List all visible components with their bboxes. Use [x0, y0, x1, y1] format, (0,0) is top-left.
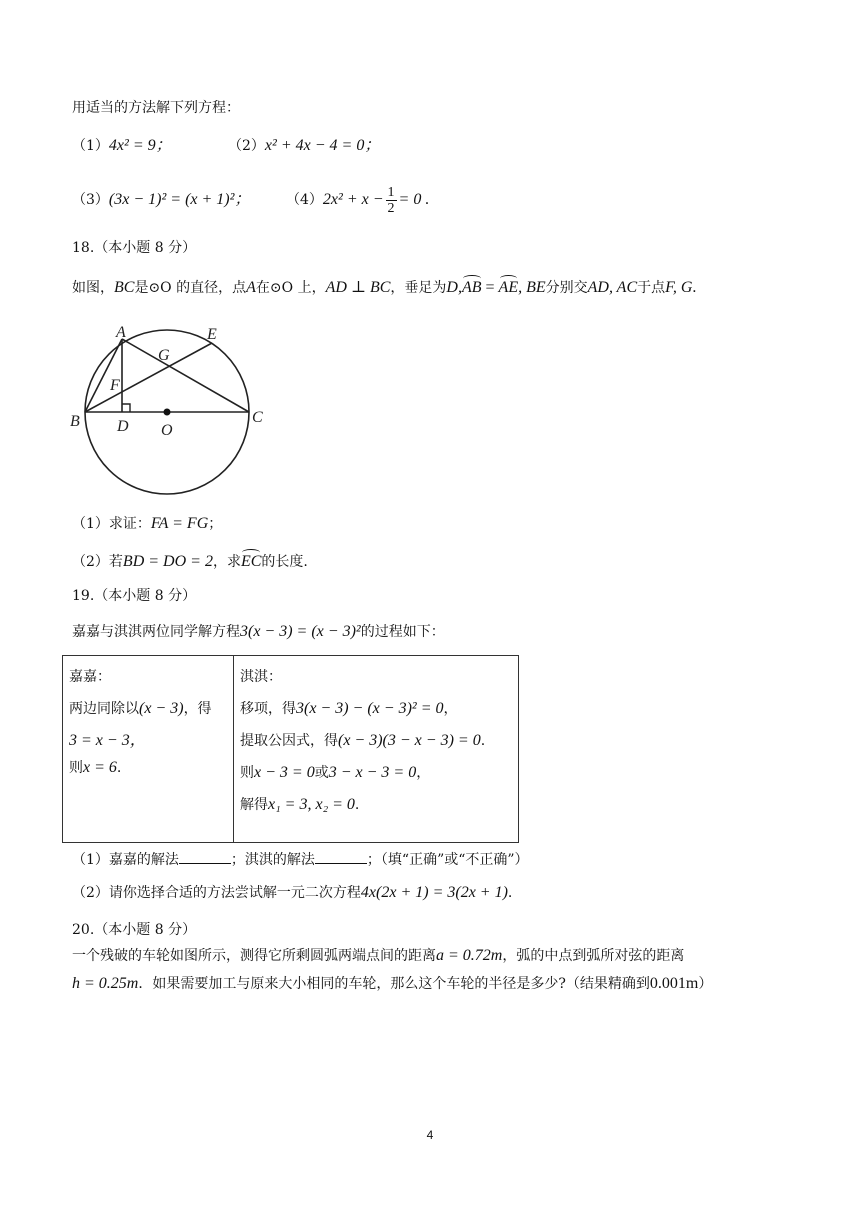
q18-stem-fg: F, G — [665, 279, 693, 296]
q18-p1-expr: FA = FG — [150, 515, 209, 532]
label-d: D — [117, 418, 129, 435]
jiajia-text: . — [116, 760, 122, 776]
q19-p2-expr: 4x(2x + 1) = 3(2x + 1) — [360, 884, 508, 901]
q18-stem-eq: = — [481, 279, 499, 296]
label-f: F — [110, 377, 120, 394]
jiajia-text: 则 — [69, 760, 83, 776]
q20-text: 一个残破的车轮如图所示，测得它所剩圆弧两端点间的距离 — [72, 948, 436, 964]
qiqi-cell — [234, 656, 519, 843]
q18-stem — [72, 278, 696, 298]
qiqi-text: ， — [416, 765, 431, 781]
q19-p1-text: ；（填“正确”或“不正确”） — [366, 852, 529, 868]
label-g: G — [158, 347, 170, 364]
q17-4-expr-b: = 0 . — [398, 191, 430, 208]
jiajia-line-2 — [69, 726, 227, 758]
q18-stem-perp: AD ⊥ BC — [325, 279, 391, 296]
q18-stem-period: . — [692, 279, 697, 296]
q18-p2-label: （2）若 — [72, 554, 123, 570]
q18-p2-mid: ，求 — [212, 554, 241, 570]
q17-intro: 用适当的方法解下列方程： — [72, 100, 240, 116]
jiajia-expr: x = 6 — [83, 759, 117, 776]
jiajia-text: ，得 — [183, 701, 212, 717]
qiqi-expr: x₁ = 3, x₂ = 0 — [268, 796, 355, 813]
arc-ab: AB — [461, 279, 482, 296]
q19-header: 19.（本小题 8 分） — [72, 588, 197, 604]
qiqi-expr: x − 3 = 0 — [254, 764, 315, 781]
q18-stem-text: ，垂足为 — [390, 280, 447, 296]
jiajia-line-1 — [69, 694, 227, 726]
q19-part-1 — [72, 849, 529, 870]
answer-blank-jiajia[interactable] — [179, 849, 231, 864]
label-b: B — [70, 413, 80, 430]
qiqi-line-3 — [240, 758, 512, 790]
q17-row-2 — [228, 136, 380, 156]
jiajia-text: 两边同除以 — [69, 701, 139, 717]
q18-stem-be: , BE — [518, 279, 546, 296]
qiqi-expr: 3(x − 3) − (x − 3)² = 0 — [296, 700, 444, 717]
q17-row-4 — [286, 181, 429, 219]
q18-stem-adac: AD, AC — [587, 279, 638, 296]
q19-stem-text: 的过程如下： — [360, 624, 445, 640]
q20-precision: 0.001m — [649, 975, 699, 992]
q18-stem-text: 分别交 — [545, 280, 588, 296]
q20-expr-h: h = 0.25m — [72, 975, 139, 992]
q18-p1-end: ； — [208, 516, 223, 532]
q20-header: 20.（本小题 8 分） — [72, 922, 197, 938]
fraction-denominator: 2 — [387, 200, 395, 216]
q18-stem-a: A — [246, 279, 256, 296]
q17-3-expr: (3x − 1)² = (x + 1)²； — [108, 191, 251, 208]
q17-2-expr: x² + 4x − 4 = 0； — [264, 137, 381, 154]
qiqi-text: 解得 — [240, 797, 268, 813]
q20-text: ．如果需要加工与原来大小相同的车轮，那么这个车轮的半径是多少?（结果精确到 — [138, 976, 650, 992]
qiqi-text: 或 — [314, 765, 329, 781]
qiqi-expr: 3 − x − 3 = 0 — [328, 764, 417, 781]
q17-4-fraction — [386, 185, 397, 216]
solution-table — [62, 655, 519, 843]
jiajia-line-3 — [69, 758, 227, 782]
label-c: C — [252, 409, 263, 426]
q18-stem-bc: BC — [114, 279, 135, 296]
center-point — [164, 409, 171, 416]
right-angle-mark — [122, 404, 130, 412]
q20-text: ，弧的中点到弧所对弦的距离 — [502, 948, 685, 964]
q18-stem-text: 是⊙O 的直径，点 — [134, 280, 247, 296]
circle-figure — [66, 322, 276, 507]
q19-stem-text: 嘉嘉与淇淇两位同学解方程 — [72, 624, 240, 640]
q18-part-2 — [72, 552, 308, 572]
q19-p2-text: （2）请你选择合适的方法尝试解一元二次方程 — [72, 885, 361, 901]
q19-part-2 — [72, 883, 512, 903]
qiqi-line-1 — [240, 694, 512, 726]
label-e: E — [207, 326, 217, 343]
q17-4-label: （4） — [286, 192, 323, 208]
qiqi-text: . — [354, 797, 360, 813]
q18-stem-text: 如图， — [72, 280, 114, 296]
arc-ae: AE — [498, 279, 519, 296]
q17-1-label: （1） — [72, 138, 109, 154]
page-number: 4 — [426, 1128, 434, 1142]
qiqi-title: 淇淇： — [240, 669, 282, 685]
arc-ec: EC — [240, 553, 262, 570]
jiajia-cell — [63, 656, 234, 843]
qiqi-text: 则 — [240, 765, 254, 781]
q20-line-1 — [72, 946, 684, 966]
qiqi-expr: (x − 3)(3 − x − 3) = 0 — [338, 732, 481, 749]
jiajia-expr: 3 = x − 3， — [69, 732, 146, 749]
q20-expr-a: a = 0.72m — [436, 947, 503, 964]
q19-p2-end: . — [507, 885, 513, 901]
qiqi-text: ， — [443, 701, 458, 717]
label-a: A — [116, 324, 126, 341]
q19-p1-text: （1）嘉嘉的解法 — [72, 852, 179, 868]
q17-1-expr: 4x² = 9； — [108, 137, 172, 154]
qiqi-line-2 — [240, 726, 512, 758]
q19-stem — [72, 622, 445, 642]
qiqi-text: . — [480, 733, 486, 749]
jiajia-expr: (x − 3) — [139, 700, 184, 717]
q17-3-label: （3） — [72, 192, 109, 208]
label-o: O — [161, 422, 173, 439]
q18-p2-expr: BD = DO = 2 — [122, 553, 213, 570]
q20-line-2 — [72, 974, 712, 994]
q18-header: 18.（本小题 8 分） — [72, 240, 197, 256]
q20-text: ） — [698, 976, 713, 992]
q18-p2-end: 的长度. — [261, 554, 308, 570]
jiajia-title: 嘉嘉： — [69, 669, 111, 685]
q17-row-1 — [72, 136, 172, 156]
q17-row-3 — [72, 190, 250, 210]
q18-stem-text: 在⊙O 上， — [255, 280, 326, 296]
segment-ac — [122, 339, 249, 412]
q17-4-expr-a: 2x² + x − — [322, 191, 384, 208]
fraction-numerator: 1 — [387, 184, 395, 200]
qiqi-line-4 — [240, 790, 512, 822]
qiqi-text: 移项，得 — [240, 701, 296, 717]
qiqi-text: 提取公因式，得 — [240, 733, 338, 749]
q19-stem-expr: 3(x − 3) = (x − 3)² — [240, 623, 361, 640]
answer-blank-qiqi[interactable] — [315, 849, 367, 864]
q18-part-1 — [72, 514, 222, 534]
q17-2-label: （2） — [228, 138, 265, 154]
q18-p1-label: （1）求证： — [72, 516, 151, 532]
q18-stem-d: D, — [446, 279, 462, 296]
q18-stem-text: 于点 — [637, 280, 666, 296]
q19-p1-text: ；淇淇的解法 — [230, 852, 315, 868]
